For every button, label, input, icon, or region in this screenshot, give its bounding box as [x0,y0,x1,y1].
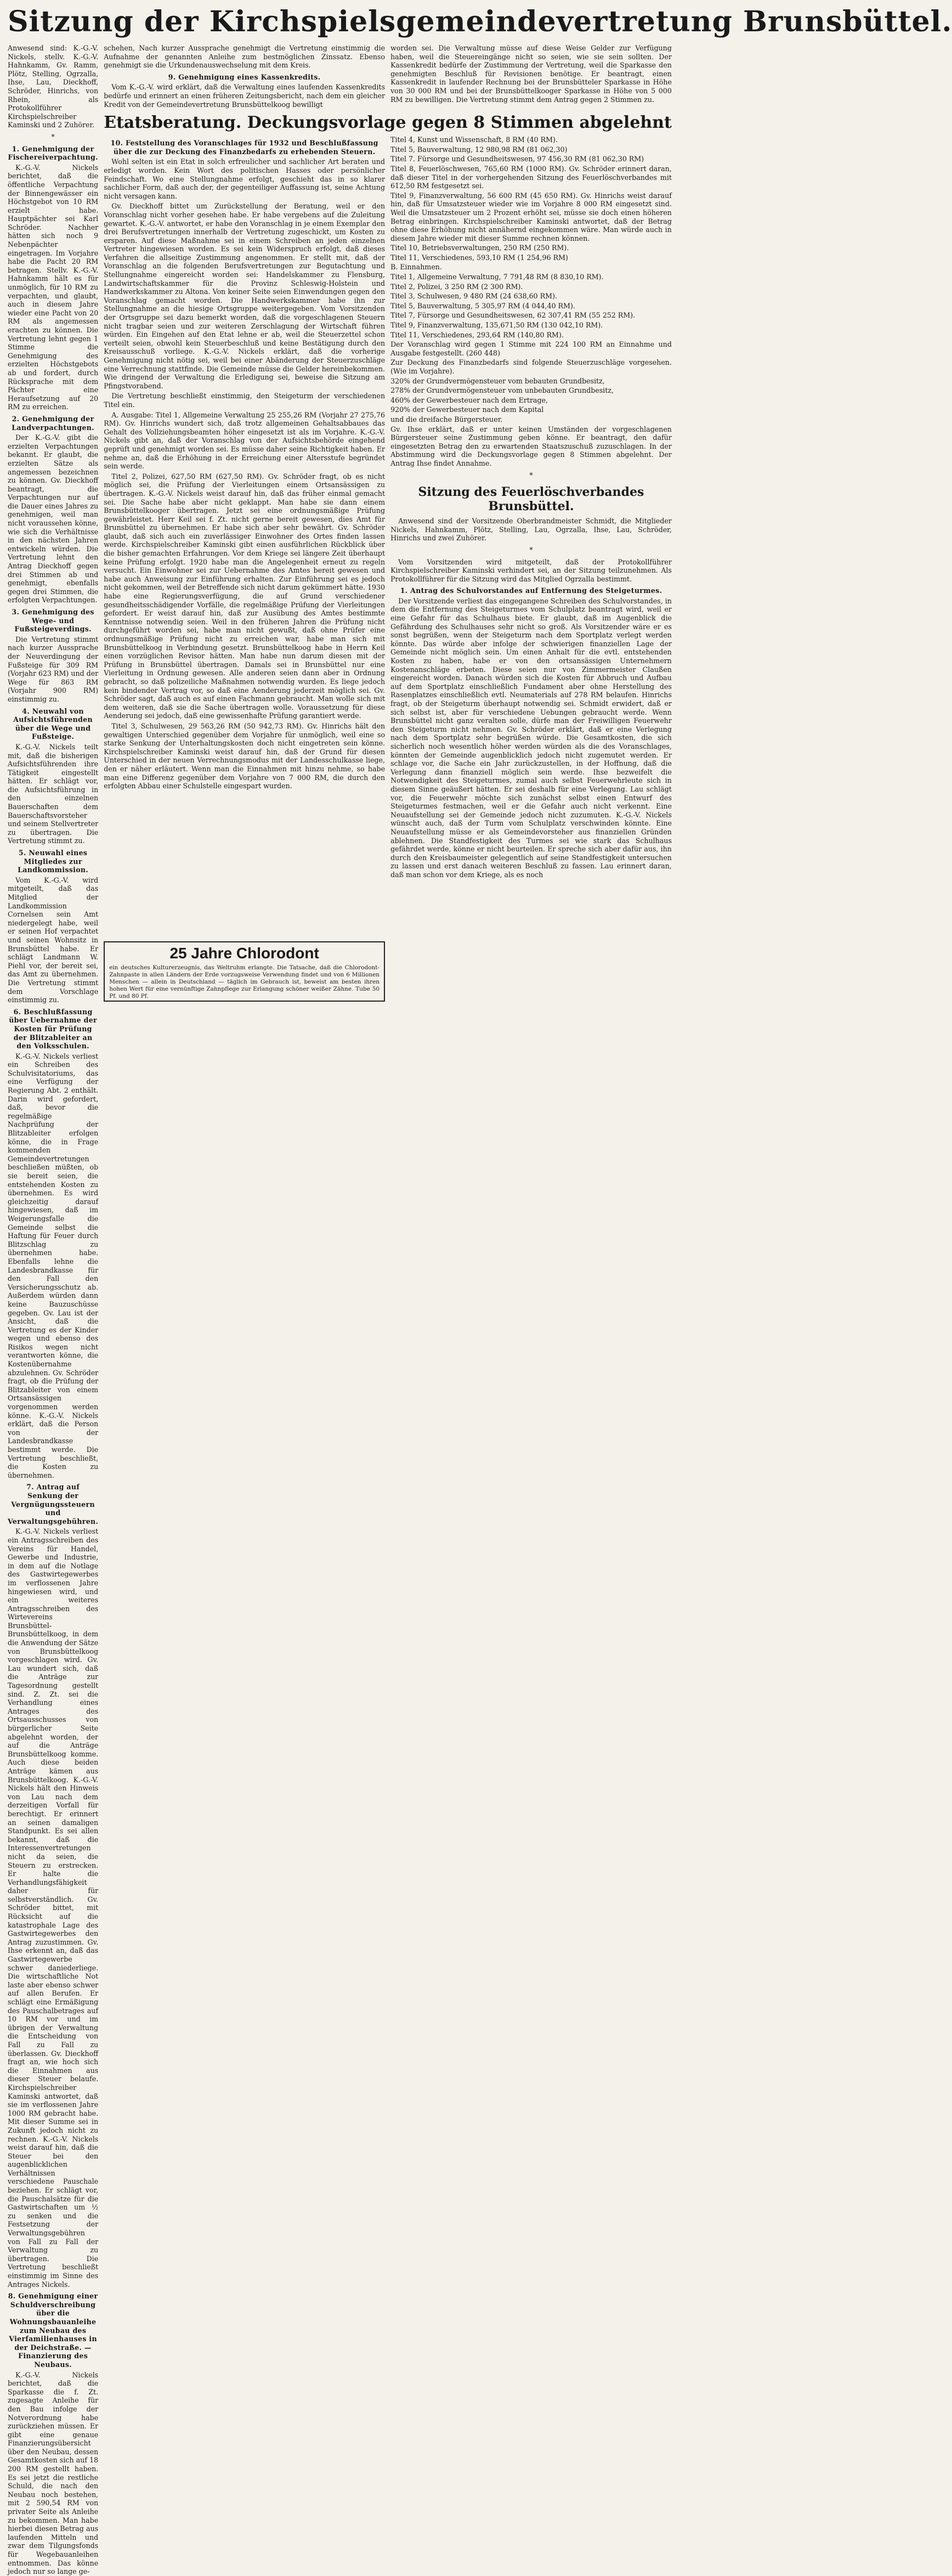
section-text: Der K.-G.-V. gibt die erzielten Verpachtungen bekannt. Er glaubt, die erzielten Sätze als angemessen bezeichnen zu können. Gv. Dieckhoff beantragt, die Verpachtungen nur auf die Dauer eines Jahres zu genehmigen, weil man nicht voraussehen könne, wie sich die Verhältnisse in den nächsten Jahren entwickeln würden. Die Vertretung lehnt den Antrag Dieckhoff gegen drei Stimmen ab und genehmigt, ebenfalls gegen drei Stimmen, die erfolgten Verpachtungen. [8,433,99,605]
section-text: K.-G.-V. Nickels teilt mit, daß die bisherigen Aufsichtsführenden ihre Tätigkeit eingestellt hätten. Er schlägt vor, die Aufsichtsführung in den einzelnen Bauerschaften dem Bauerschaftsvorsteher und seinem Stellvertreter zu übertragen. Die Vertretung stimmt zu. [8,742,99,845]
column-3 [390,135,672,1002]
continuation-text: worden sei. Die Verwaltung müsse auf diese Weise Gelder zur Verfügung haben, weil die Steuereingänge nicht so seien, wie sie sein sollten. Der Kassenkredit bedürfe der Zustimmung der Vertretung, weil die Sparkasse den genehmigten Beschluß für Revisionen benötige. Er beantragt, einen Kassenkredit in laufender Rechnung bei der Brunsbütteler Sparkasse in Höhe von 30 000 RM und bei der Brunsbüttelkooger Sparkasse in Höhe von 5 000 RM zu bewilligen. Die Vertretung stimmt dem Antrag gegen 2 Stimmen zu. [390,44,672,104]
budget-line: Titel 11, Verschiedenes, 593,10 RM (1 254,96 RM) [390,253,568,262]
section-heading: 9. Genehmigung eines Kassenkredits. [168,72,321,81]
section-text: K.-G.-V. Nickels berichtet, daß die öffentliche Verpachtung der Binnengewässer ein Höchstgebot von 10 RM erzielt habe. Hauptpächter sei Karl Schröder. Nachher hätten sich noch 9 Nebenpächter eingetragen. Im Vorjahre habe die Pacht 20 RM betragen. Stellv. K.-G.-V. Hahnkamm hält es für unmöglich, für 10 RM zu verpachten, und glaubt, auch in diesem Jahre wieder eine Pacht von 20 RM als angemessen erachten zu können. Die Vertretung lehnt gegen 1 Stimme die Genehmigung des erzielten Höchstgebots ab und fordert, durch Rücksprache mit dem Pächter eine Heraufsetzung auf 20 RM zu erreichen. [8,163,99,411]
budget-lines [390,135,672,467]
column-1 [8,44,99,2576]
budget-line: Der Voranschlag wird gegen 1 Stimme mit 224 100 RM an Einnahme und Ausgabe festgestellt. (260 448) [390,340,672,357]
attendance-paragraph: Anwesend sind: K.-G.-V. Nickels, stellv. K.-G.-V. Hahnkamm, Gv. Ramm, Plötz, Stelling, Ogrzalla, Ihse, Lau, Dieckhoff, Schröder, Hinrichs, von Rhein, als Protokollführer Kirchspielschreiber Kaminski und 2 Zuhörer. [8,44,99,129]
section-heading: 1. Antrag des Schulvorstandes auf Entfernung des Steigeturmes. [400,586,662,595]
budget-line: Titel 11, Verschiedenes, 293,64 RM (140,80 RM). [390,330,564,339]
section-text: Der Vorsitzende verliest das eingegangene Schreiben des Schulvorstandes, in dem die Entfernung des Steigeturmes vom Schulplatz beantragt wird, weil er eine Gefahr für das Schulhaus biete. Er glaubt, daß im Augenblick die Gefährdung des Schulhauses sehr nicht so groß. Als Vorsitzender wäre er es sonst begrüßen, wenn der Steigeturm nach dem Sportplatz verlegt werden könnte. Das würde aber infolge der schwierigen finanziellen Lage der Gemeinde nicht möglich sein. Um einen Anhalt für die evtl. entstehenden Kosten zu haben, habe er von den ortsansässigen Unternehmern Kostenanschläge erbeten. Diese seien nur von Zimmermeister Claußen eingereicht worden. Danach würden sich die Kosten für Abbruch und Aufbau auf dem Sportplatz einschließlich Fundament aber ohne Herstellung des Rasenplatzes einschließlich evtl. Neumaterials auf 278 RM belaufen. Hinrichs fragt, ob der Steigeturm überhaupt notwendig sei. Schmidt erwidert, daß er sich selbst ist, aber für verschiedene Uebungen gebraucht werde. Wenn Brunsbüttel nicht ganz veralten solle, dürfe man der Freiwilligen Feuerwehr den Steigeturm nicht nehmen. Gv. Schröder erklärt, daß er eine Verlegung nach dem Sportplatz sehr begrüßen würde. Die Gesamtkosten, die sich sicherlich noch wesentlich höher werden würden als die des Voranschlages, könnten der Gemeinde augenblicklich jedoch nicht zugemutet werden. Er schlage vor, die Sache ein Jahr zurückzustellen, in der Hoffnung, daß die Verlegung dann finanziell möglich sein werde. Ihse bezweifelt die Notwendigkeit des Steigeturmes, zumal auch selbst Feuerwehrleute sich in diesem Sinne geäußert hätten. Er sei deshalb für eine Verlegung. Lau schlägt vor, die Feuerwehr möchte sich zunächst selbst einen Entwurf des Steigeturmes festmachen, weil er die Gefahr auch nicht verkennt. Eine Neuaufstellung sei der Gemeinde jedoch nicht zuzumuten. K.-G.-V. Nickels wünscht auch, daß der Turm vom Schulplatz verschwinden könnte. Eine Neuaufstellung müsse er als Gemeindevorsteher aus finanziellen Gründen ablehnen. Die Standfestigkeit des Turmes sei wie stark das Schulhaus gefährdet werde, könne er nicht beurteilen. Er spreche sich aber dafür aus, ihn durch den Kreisbaumeister gelegentlich auf seine Standfestigkeit untersuchen zu lassen und erst danach weiteren Beschluß zu fassen. Lau erinnert daran, daß man schon vor dem Kriege, als es noch [390,596,672,879]
budget-line: 278% der Grundvermögensteuer vom unbebauten Grundbesitz, [390,386,614,395]
budget-line: Titel 10, Betriebsverwaltungen, 250 RM (250 RM). [390,244,569,252]
paragraph: Wohl selten ist ein Etat in solch erfreulicher und sachlicher Art beraten und erledigt worden. Kein Wort des politischen Hasses oder persönlicher Feindschaft. Wo eine Stellungnahme erfolgt, geschieht das in so klarer sachlicher Form, daß auch der, der gegenteiliger Auffassung ist, seine Achtung nicht versagen kann. [104,157,386,200]
section-heading: 6. Beschlußfassung über Uebernahme der Kosten für Prüfung der Blitzableiter an den Volksschulen. [9,1007,97,1050]
column-3-top [390,44,672,110]
column-2-top [104,44,385,110]
section-text: K.-G.-V. Nickels berichtet, daß die Sparkasse die f. Zt. zugesagte Anleihe für den Bau infolge der Notverordnung habe zurückziehen müssen. Er gibt eine genaue Finanzierungsübersicht über den Neubau, dessen Gesamtkosten sich auf 18 200 RM gestellt haben. Es sei jetzt die restliche Schuld, die nach den Neubau noch bestehen, mit 2 590,54 RM von privater Seite als Anleihe zu bekommen. Man habe hierbei diesen Betrag aus laufenden Mitteln und zwar dem Tilgungsfonds für Wegebauanleihen entnommen. Das könne jedoch nur so lange ge- [8,2370,99,2576]
budget-line: Titel 9, Finanzverwaltung, 56 600 RM (45 650 RM). Gv. Hinrichs weist darauf hin, daß für Umsatzsteuer wieder wie im Vorjahre 8 000 RM eingesetzt sind. Weil die Umsatzsteuer um 2 Prozent erhöht sei, müsse sie doch einen höheren Betrag einbringen. Kirchspielschreiber Kaminski antwortet, daß der Betrag ohne diese Erhöhung nicht annähernd eingekommen wäre. Man würde auch in diesem Jahre wieder mit dieser Summe rechnen können. [390,191,672,242]
section-heading: 3. Genehmigung des Wege- und Fußsteigeverdings. [12,608,94,634]
column-2-text [104,135,385,938]
section-headline: Sitzung des Feuerlöschverbandes Brunsbüttel. [418,485,644,514]
article-columns [8,44,672,2576]
attendance-paragraph: Anwesend sind der Vorsitzende Oberbrandmeister Schmidt, die Mitglieder Nickels, Hahnkamm, Plötz, Stelling, Lau, Ogrzalla, Ihse, Lau, Schröder, Hinrichs und zwei Zuhörer. [390,517,672,543]
budget-line: 320% der Grundvermögensteuer vom bebauten Grundbesitz, [390,376,605,385]
separator-star: * [529,545,533,554]
paragraph: Titel 2, Polizei, 627,50 RM (627,50 RM). Gv. Schröder fragt, ob es nicht möglich sei, die Prüfung der Vierleitungen einem Ortsansässigen zu übertragen. K.-G.-V. Nickels weist darauf hin, daß das früher einmal gemacht sei. Die Sache habe aber nicht geklappt. Man habe sie dann einem Brunsbüttelkooger übertragen. Jetzt sei eine ordnungsmäßige Prüfung gewährleistet. Herr Keil sei f. Zt. nicht gerne bereit gewesen, dies Amt für Brunsbüttel zu übernehmen. Er habe sich aber sehr bewährt. Gv. Schröder glaubt, daß sich auch ein zuverlässiger Einwohner des Ortes finden lassen werde. Kirchspielschreiber Kaminski gibt einen ausführlichen Rückblick über die bisher gemachten Erfahrungen. Vor dem Kriege sei längere Zeit überhaupt keine Prüfung erfolgt. 1920 habe man die Angelegenheit erneut zu regeln versucht. Ein Einwohner sei zur Uebernahme des Amtes bereit gewesen und habe auch Anweisung zur Einführung erhalten. Zur Einführung sei es jedoch nicht gekommen, weil der Betreffende sich nicht darum gekümmert hätte. 1930 habe eine Regierungsverfügung, die auf Grund verschiedener gesundheitsschädigender Vorfälle, die regelmäßige Prüfung der Vierleitungen gefordert. Er weist darauf hin, daß zur Ausübung des Amtes bestimmte Kenntnisse notwendig seien. Weil in den früheren Jahren die Prüfung nicht durchgeführt worden sei, habe man nicht gewußt, daß ohne Prüfer eine ordnungsmäßige Prüfung nicht zu erreichen war, habe man sich mit Brunsbüttelkoog in Verbindung gesetzt. Brunsbüttelkoog habe in Herrn Keil einen vorzüglichen Revisor hätten. Man habe nun darum diesen mit der Prüfung in Brunsbüttel übertragen. Damals sei in Brunsbüttel nur eine Vierleitung in Ordnung gewesen. Alle anderen seien dann aber in Ordnung gebracht, so daß polizeiliche Maßnahmen notwendig wurden. Es liege jedoch kein bindender Vertrag vor, so daß eine Aenderung jederzeit möglich sei. Gv. Schröder sagt, daß auch es auf einen Fachmann gebraucht. Man wolle sich mit dem weiteren, daß sie die Sache übertragen wolle. Voraussetzung für diese Aenderung sei jedoch, daß eine gewissenhafte Prüfung garantiert werde. [104,472,386,720]
section-text: Vom K.-G.-V. wird erklärt, daß die Verwaltung eines laufenden Kassenkredits bedürfe und erinnert an einen früheren Zeitungsbericht, nach dem ein gleicher Kredit von der Gemeindevertretung Brunsbüttelkoog bewilligt [104,83,386,109]
section-text: Vom K.-G.-V. wird mitgeteilt, daß das Mitglied der Landkommission Cornelsen sein Amt niedergelegt habe, weil er seinen Hof verpachtet und seinen Wohnsitz in Brunsbüttel habe. Er schlägt Landmann W. Piehl vor, der bereit sei, das Amt zu übernehmen. Die Vertretung stimmt dem Vorschlage einstimmig zu. [8,875,99,1004]
paragraph: Gv. Dieckhoff bittet um Zurückstellung der Beratung, weil er den Voranschlag nicht vorher gesehen habe. Er habe vergebens auf die Zuleitung gewartet. K.-G.-V. antwortet, er habe den Voranschlag in je einem Exemplar den drei Berufsvertretungen innerhalb der Vertretung zugeschickt, um Kosten zu ersparen. Auf diese Maßnahme sei in einem Schreiben an jeden einzelnen Vertreter hingewiesen worden. Es sei kein Widerspruch erfolgt, daß dieses Verfahren die allseitige Zustimmung angenommen. Er stellt mit, daß der Voranschlag an die folgenden Berufsvertretungen zur Begutachtung und Stellungnahme eingereicht worden sei: Handelskammer zu Flensburg, Landwirtschaftskammer für die Provinz Schleswig-Holstein und Handwerkskammer zu Altona. Von keiner Seite seien Einwendungen gegen den Voranschlag gemacht worden. Die Handwerkskammer habe ihn zur Stellungnahme an die hiesige Ortsgruppe weitergegeben. Vom Vorsitzenden der Ortsgruppe sei dazu bemerkt worden, daß die vorgeschlagenen Steuern nicht tragbar seien und zur weiteren Zerschlagung der Wirtschaft führen würden. Ein Eingehen auf den Etat lehne er ab, weil die Steuerzettel schon verteilt seien, obwohl kein Steuerbeschluß und keine Bestätigung durch den Kreisausschuß vorliege. K.-G.-V. Nickels erklärt, daß die vorherige Genehmigung nicht nötig sei, weil bei einer Abänderung der Steuerzuschläge eine Verrechnung stattfinde. Die Gemeinde müsse die Gelder hereinbekommen. Wie dringend der Verwaltung die Erledigung sei, beweise die Sitzung am Pfingstvorabend. [104,202,386,390]
budget-line: Titel 1, Allgemeine Verwaltung, 7 791,48 RM (8 830,10 RM). [390,273,604,281]
ad-title: 25 Jahre Chlorodont [169,945,319,962]
budget-line: Titel 2, Polizei, 3 250 RM (2 300 RM). [390,282,523,291]
separator-star: * [529,471,533,479]
section-heading: 1. Genehmigung der Fischereiverpachtung. [8,144,98,162]
column-2 [104,135,385,1002]
section-heading: 2. Genehmigung der Landverpachtungen. [12,414,94,432]
section-heading: 10. Feststellung des Voranschlages für 1932 und Beschlußfassung über die zur Deckung des Finanzbedarfs zu erhebenden Steuern. [110,139,378,156]
budget-line: und die dreifache Bürgersteuer. [390,415,503,423]
section-heading: 8. Genehmigung einer Schuldverschreibung über die Wohnungsbauanleihe zum Neubau des Vierfamilienhauses in der Deichstraße. — Finanzierung des Neubaus. [8,2292,98,2369]
budget-line: Gv. Ihse erklärt, daß er unter keinen Umständen der vorgeschlagenen Bürgersteuer seine Zustimmung geben könne. Er beantragt, den dafür eingesetzten Betrag den zu erwartenden Staatszuschuß zuzuschlagen. In der Abstimmung wird die Deckungsvorlage gegen 8 Stimmen abgelehnt. Der Antrag Ihse findet Annahme. [390,425,672,467]
section-heading: 7. Antrag auf Senkung der Vergnügungssteuern und Verwaltungsgebühren. [8,1483,99,1526]
paragraph: A. Ausgabe: Titel 1, Allgemeine Verwaltung 25 255,26 RM (Vorjahr 27 275,76 RM). Gv. Hinrichs wundert sich, daß trotz allgemeinen Gehaltsabbaues das Gehalt des Vollziehungsbeamten höher eingesetzt ist als im Vorjahre. K.-G.-V. Nickels gibt an, daß der Voranschlag von der Aufsichtsbehörde eingehend geprüft und genehmigt worden sei. Es müsse daher seine Richtigkeit haben. Er nehme an, daß die Erhöhung in der Erreichung einer Altersstufe begründet sein werde. [104,410,386,471]
section-heading: 5. Neuwahl eines Mitgliedes zur Landkommission. [18,849,89,874]
section-heading: 4. Neuwahl von Aufsichtsführenden über die Wege und Fußsteige. [13,707,93,741]
separator-star: * [51,132,55,141]
budget-line: Titel 7, Fürsorge und Gesundheitswesen, 62 307,41 RM (55 252 RM). [390,311,636,320]
section-text: K.-G.-V. Nickels verliest ein Antragsschreiben des Vereins für Handel, Gewerbe und Industrie, in dem auf die Notlage des Gastwirtegewerbes im verflossenen Jahre hingewiesen wird, und ein weiteres Antragsschreiben des Wirtevereins Brunsbüttel-Brunsbüttelkoog, in dem die Anwendung der Sätze von Brunsbüttelkoog vorgeschlagen wird. Gv. Lau wundert sich, daß die Anträge zur Tagesordnung gestellt sind. Z. Zt. sei die Verhandlung eines Antrages des Ortsausschusses von bürgerlicher Seite abgelehnt worden, der auf die Anträge Brunsbüttelkoog komme. Auch diese beiden Anträge kämen aus Brunsbüttelkoog. K.-G.-V. Nickels hält den Hinweis von Lau nach dem derzeitigen Vorfall für berechtigt. Er erinnert an seinen damaligen Standpunkt. Es sei allen bekannt, daß die Interessenvertretungen nicht da seien, die Steuern zu erstrecken. Er halte die Verhandlungsfähigkeit daher für selbstverständlich. Gv. Schröder bittet, mit Rücksicht auf die katastrophale Lage des Gastwirtegewerbes den Antrag zuzustimmen. Gv. Ihse erkennt an, daß das Gastwirtegewerbe schwer daniederliege. Die wirtschaftliche Not laste aber ebenso schwer auf allen Berufen. Er schlägt eine Ermäßigung des Pauschalbetrages auf 10 RM vor und im übrigen der Verwaltung die Entscheidung von Fall zu Fall zu überlassen. Gv. Dieckhoff fragt an, wie hoch sich die Einnahmen aus dieser Steuer belaufe. Kirchspielschreiber Kaminski antwortet, daß sie im verflossenen Jahre 1000 RM gebracht habe. Mit dieser Summe sei in Zukunft jedoch nicht zu rechnen. K.-G.-V. Nickels weist darauf hin, daß die Steuer bei den augenblicklichen Verhältnissen verschiedene Pauschale beziehen. Er schlägt vor, die Pauschalsätze für die Gastwirtschaften um ½ zu senken und die Festsetzung der Verwaltungsgebühren von Fall zu Fall der Verwaltung zu übertragen. Die Vertretung beschließt einstimmig im Sinne des Antrages Nickels. [8,1527,99,2289]
budget-line: 920% der Gewerbesteuer nach dem Kapital [390,405,544,414]
budget-line: B. Einnahmen. [390,263,442,272]
continuation-text: schehen, Nach kurzer Aussprache genehmigt die Vertretung einstimmig die Aufnahme der genannten Anleihe zum bestmöglichen Zinssatz. Ebenso genehmigt sie die Urkundenauswechselung mit dem Kreis. [104,44,386,70]
budget-line: Titel 4, Kunst und Wissenschaft, 8 RM (40 RM). [390,135,558,144]
paragraph: Die Vertretung beschließt einstimmig, den Steigeturm der verschiedenen Titel ein. [104,392,386,409]
subheadline: Etatsberatung. Deckungsvorlage gegen 8 Stimmen abgelehnt [104,113,672,133]
paragraph: Titel 3, Schulwesen, 29 563,26 RM (50 942,73 RM). Gv. Hinrichs hält den gewaltigen Unterschied gegenüber dem Vorjahre für unmöglich, weil eine so starke Senkung der Unterhaltungskosten doch nicht eingetreten sein könne. Kirchspielschreiber Kaminski weist darauf hin, daß der Grund für diesen Unterschied in der neuen Verrechnungsmodus mit der Landesschulkasse liege, den er näher erläutert. Wenn man die Einnahmen mit hinzu nehme, so habe man eine Differenz gegenüber dem Vorjahre von 7 000 RM, die durch den erfolgten Abbau einer Schulstelle eingespart wurden. [104,721,386,790]
budget-line: 460% der Gewerbesteuer nach dem Ertrage, [390,396,548,404]
ad-text: ein deutsches Kulturerzeugnis, das Weltruhm erlangte. Die Tatsache, daß die Chlorodont-Zahnpaste in allen Ländern der Erde vorzugsweise Verwendung findet und von 6 Millionen Menschen — allein in Deutschland — täglich im Gebrauch ist, beweist am besten ihren hohen Wert für eine vernünftige Zahnpflege zur Erlangung schöner weißer Zähne. Tube 50 Pf. und 80 Pf. [109,964,380,999]
budget-line: Titel 5, Bauverwaltung, 5 305,97 RM (4 044,40 RM). [390,301,575,310]
columns-2-3 [104,44,672,1002]
section-text: K.-G.-V. Nickels verliest ein Schreiben des Schulvisitatoriums, das eine Verfügung der Regierung Abt. 2 enthält. Darin wird gefordert, daß, bevor die regelmäßige Nachprüfung der Blitzableiter erfolgen könne, die in Frage kommenden Gemeindevertretungen beschließen müßten, ob sie bereit seien, die entstehenden Kosten zu übernehmen. Es wird gleichzeitig darauf hingewiesen, daß im Weigerungsfalle die Gemeinde selbst die Haftung für Feuer durch Blitzschlag zu übernehmen habe. Ebenfalls lehne die Landesbrandkasse für den Fall den Versicherungsschutz ab. Außerdem würden dann keine Bauzuschüsse gegeben. Gv. Lau ist der Ansicht, daß die Vertretung es der Kinder wegen und ebenso des Risikos wegen nicht verantworten könne, die Kostenübernahme abzulehnen. Gv. Schröder fragt, ob die Prüfung der Blitzableiter von einem Ortsansässigen vorgenommen werden könne. K.-G.-V. Nickels erklärt, daß die Person von der Landesbrandkasse bestimmt werde. Die Vertretung beschließt, die Kosten zu übernehmen. [8,1052,99,1479]
budget-line: Titel 3, Schulwesen, 9 480 RM (24 638,60 RM). [390,292,557,301]
paragraph: Vom Vorsitzenden wird mitgeteilt, daß der Protokollführer Kirchspielschreiber Kaminski verhindert sei, an der Sitzung teilzunehmen. Als Protokollführer für die Sitzung wird das Mitglied Ogrzalla bestimmt. [390,557,672,583]
budget-line: Zur Deckung des Finanzbedarfs sind folgende Steuerzuschläge vorgesehen. (Wie im Vorjahre). [390,358,672,375]
etat-section [104,135,672,1002]
budget-line: Titel 9, Finanzverwaltung, 135,671,50 RM (130 042,10 RM). [390,321,603,330]
advertisement [104,941,385,1002]
page-title: Sitzung der Kirchspielsgemeindevertretung Brunsbüttel. [8,5,952,38]
top-continuation [104,44,672,110]
budget-line: Titel 5, Bauverwaltung, 12 980,98 RM (81 062,30) [390,145,568,154]
budget-line: Titel 8, Feuerlöschwesen, 765,60 RM (1000 RM). Gv. Schröder erinnert daran, daß dieser Titel in der vorhergehenden Sitzung des Feuerlöschverbandes mit 612,50 RM festgesetzt sei. [390,164,672,190]
budget-line: Titel 7. Fürsorge und Gesundheitswesen, 97 456,30 RM (81 062,30 RM) [390,155,644,163]
section-text: Die Vertretung stimmt nach kurzer Aussprache der Neuverdingung der Fußsteige für 309 RM (Vorjahr 623 RM) und der Wege für 863 RM (Vorjahr 900 RM) einstimmig zu. [8,635,99,703]
